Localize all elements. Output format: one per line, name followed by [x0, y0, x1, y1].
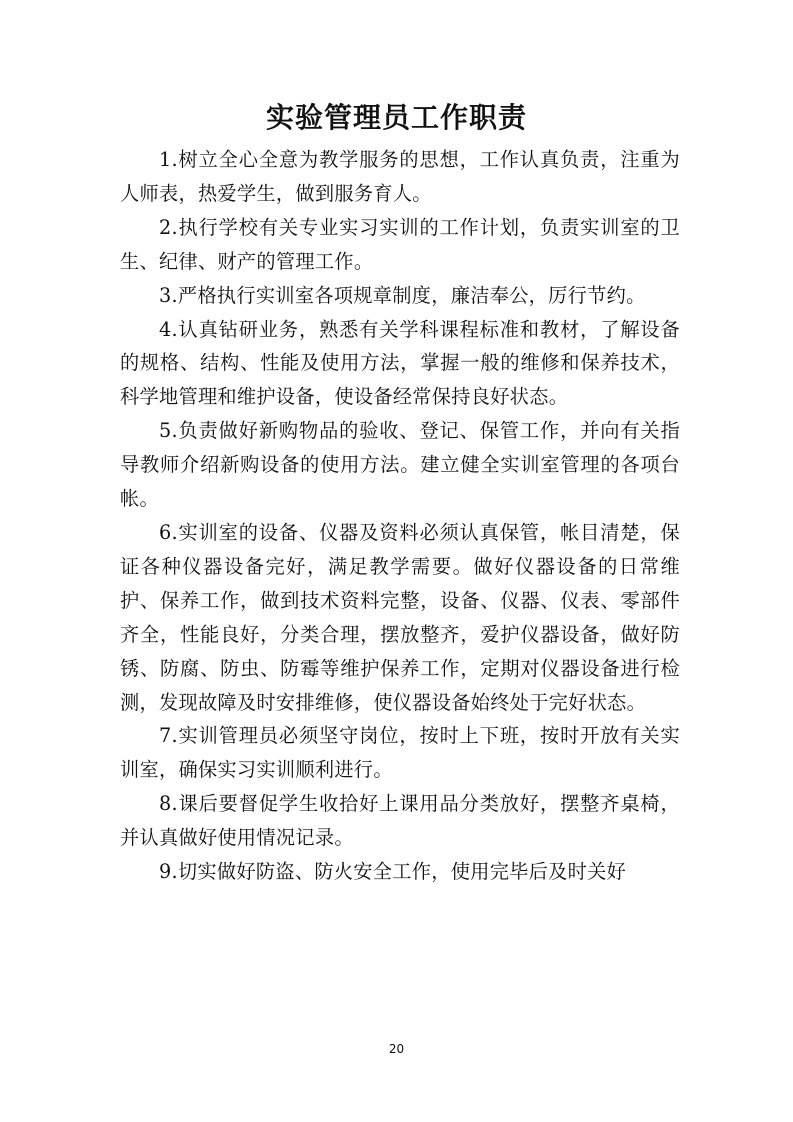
paragraph-6: 6.实训室的设备、仪器及资料必须认真保管，帐目清楚，保证各种仪器设备完好，满足教学需要。做好仪器设备的日常维护、保养工作，做到技术资料完整，设备、仪器、仪表、零部件齐全，性能良好，分类合理，摆放整齐，爱护仪器设备，做好防锈、防腐、防虫、防霉等维护保养工作，定期对仪器设备进行检测，发现故障及时安排维修，使仪器设备始终处于完好状态。	[120, 520, 680, 714]
document-title: 实验管理员工作职责	[265, 101, 527, 134]
paragraph-1: 1.树立全心全意为教学服务的思想，工作认真负责，注重为人师表，热爱学生，做到服务育人。	[120, 148, 680, 205]
paragraph-7: 7.实训管理员必须坚守岗位，按时上下班，按时开放有关实训室，确保实习实训顺利进行。	[120, 724, 680, 782]
paragraph-4: 4.认真钻研业务，熟悉有关学科课程标准和教材，了解设备的规格、结构、性能及使用方法，掌握一般的维修和保养技术，科学地管理和维护设备，使设备经常保持良好状态。	[120, 317, 680, 409]
paragraph-9: 9.切实做好防盗、防火安全工作，使用完毕后及时关好	[159, 860, 627, 884]
document-body	[120, 143, 680, 889]
paragraph-2: 2.执行学校有关专业实习实训的工作计划，负责实训室的卫生、纪律、财产的管理工作。	[120, 215, 680, 273]
paragraph-3: 3.严格执行实训室各项规章制度，廉洁奉公，厉行节约。	[159, 283, 646, 307]
paragraph-5: 5.负责做好新购物品的验收、登记、保管工作，并向有关指导教师介绍新购设备的使用方法。建立健全实训室管理的各项台帐。	[120, 419, 680, 511]
page-number: 20	[388, 1042, 405, 1056]
paragraph-8: 8.课后要督促学生收拾好上课用品分类放好，摆整齐桌椅，并认真做好使用情况记录。	[120, 792, 680, 850]
